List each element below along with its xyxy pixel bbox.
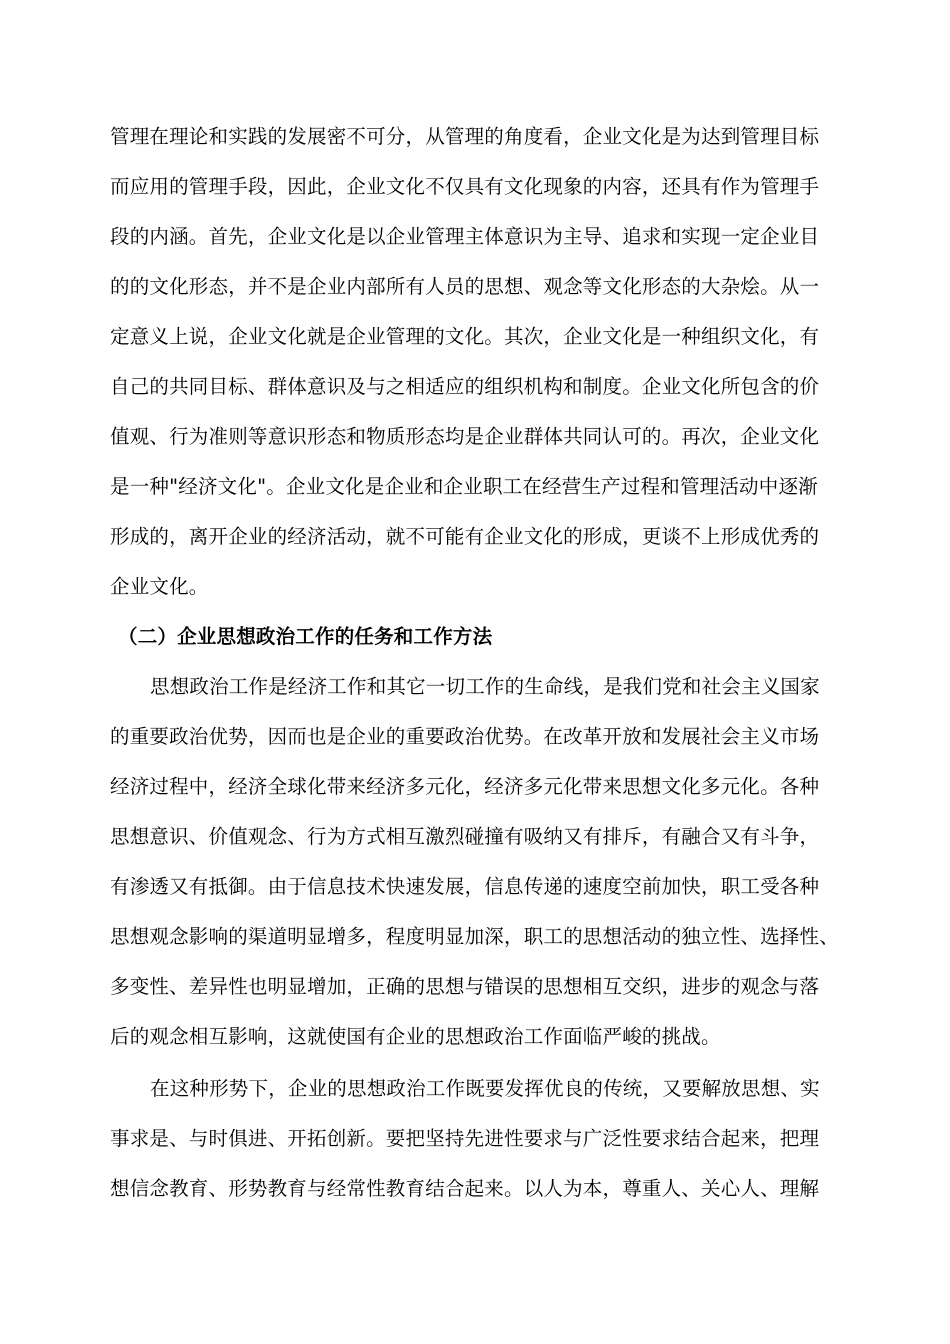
paragraph-2-line: 多变性、差异性也明显增加，正确的思想与错误的思想相互交织，进步的观念与落 xyxy=(110,975,820,998)
paragraph-2-line: 思想意识、价值观念、行为方式相互激烈碰撞有吸纳又有排斥，有融合又有斗争， xyxy=(110,825,820,848)
paragraph-2-line: 有渗透又有抵御。由于信息技术快速发展，信息传递的速度空前加快，职工受各种 xyxy=(110,875,820,898)
paragraph-1-line: 值观、行为准则等意识形态和物质形态均是企业群体共同认可的。再次，企业文化 xyxy=(110,425,820,448)
paragraph-3-line: 事求是、与时俱进、开拓创新。要把坚持先进性要求与广泛性要求结合起来，把理 xyxy=(110,1127,820,1150)
section-heading: （二）企业思想政治工作的任务和工作方法 xyxy=(118,625,493,648)
paragraph-2-line: 的重要政治优势，因而也是企业的重要政治优势。在改革开放和发展社会主义市场 xyxy=(110,725,820,748)
paragraph-1-line: 是一种"经济文化"。企业文化是企业和企业职工在经营生产过程和管理活动中逐渐 xyxy=(110,475,818,498)
paragraph-1-line: 管理在理论和实践的发展密不可分，从管理的角度看，企业文化是为达到管理目标 xyxy=(110,125,820,148)
paragraph-2-line: 思想政治工作是经济工作和其它一切工作的生命线，是我们党和社会主义国家 xyxy=(150,675,820,698)
paragraph-1-line: 段的内涵。首先，企业文化是以企业管理主体意识为主导、追求和实现一定企业目 xyxy=(110,225,820,248)
paragraph-3-line: 想信念教育、形势教育与经常性教育结合起来。以人为本，尊重人、关心人、理解 xyxy=(110,1177,820,1200)
paragraph-2-line: 后的观念相互影响，这就使国有企业的思想政治工作面临严峻的挑战。 xyxy=(110,1025,721,1048)
paragraph-1-line: 自己的共同目标、群体意识及与之相适应的组织机构和制度。企业文化所包含的价 xyxy=(110,375,820,398)
paragraph-1-line: 的的文化形态，并不是企业内部所有人员的思想、观念等文化形态的大杂烩。从一 xyxy=(110,275,820,298)
paragraph-1-line: 企业文化。 xyxy=(110,575,209,598)
paragraph-2-line: 思想观念影响的渠道明显增多，程度明显加深，职工的思想活动的独立性、选择性、 xyxy=(110,925,839,948)
paragraph-1-line: 而应用的管理手段，因此，企业文化不仅具有文化现象的内容，还具有作为管理手 xyxy=(110,175,820,198)
paragraph-3-line: 在这种形势下，企业的思想政治工作既要发挥优良的传统，又要解放思想、实 xyxy=(150,1077,820,1100)
paragraph-2-line: 经济过程中，经济全球化带来经济多元化，经济多元化带来思想文化多元化。各种 xyxy=(110,775,820,798)
paragraph-1-line: 形成的，离开企业的经济活动，就不可能有企业文化的形成，更谈不上形成优秀的 xyxy=(110,525,820,548)
paragraph-1-line: 定意义上说，企业文化就是企业管理的文化。其次，企业文化是一种组织文化，有 xyxy=(110,325,820,348)
